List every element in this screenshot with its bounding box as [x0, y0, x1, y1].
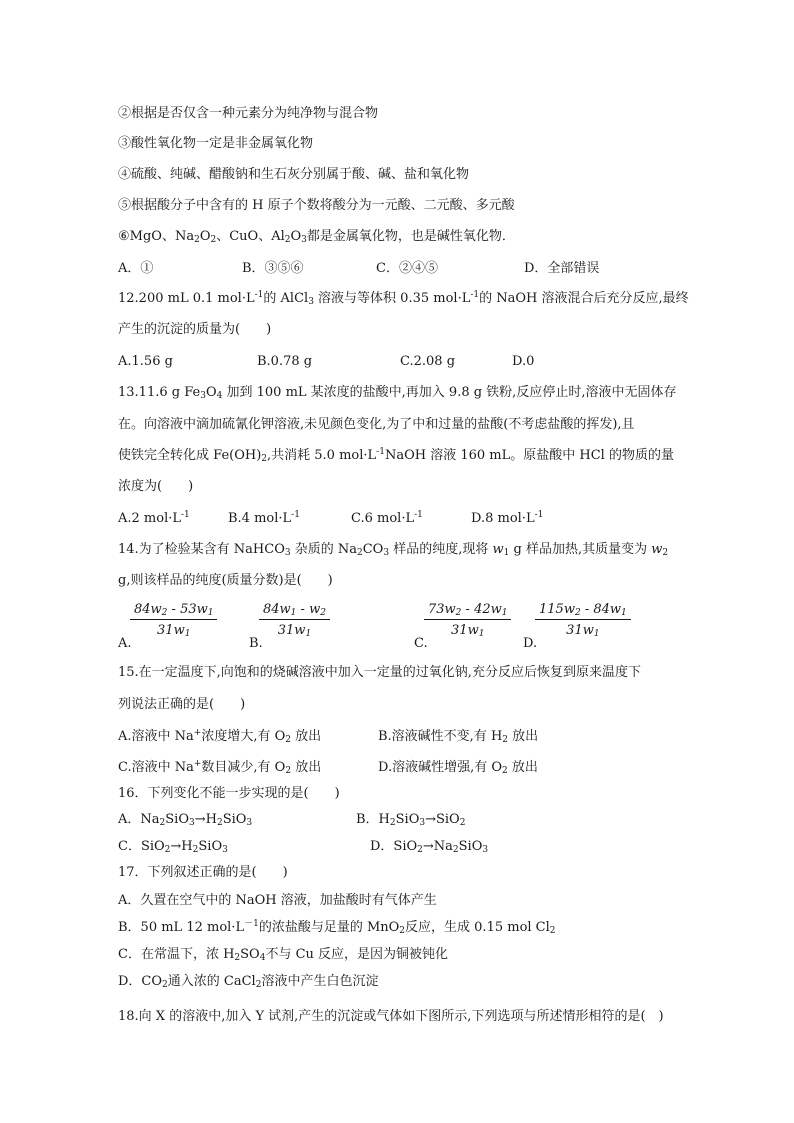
- q11-statement-5: ⑤根据酸分子中含有的 H 原子个数将酸分为一元酸、二元酸、多元酸: [118, 198, 515, 213]
- q13-option-a: A.2 $mol\cdot L^{-1}$: [118, 510, 190, 526]
- q15-option-c: C.溶液中 Na+数目减少,有 $O_2$ 放出: [118, 759, 322, 776]
- q13-option-d: D.8 $mol\cdot L^{-1}$: [471, 510, 544, 526]
- q16-option-a: A．$Na_2SiO_3\to H_2SiO_3$: [118, 812, 253, 828]
- q13-option-c: C.6 $mol\cdot L^{-1}$: [351, 510, 423, 526]
- q11-option-a: A．①: [118, 261, 154, 276]
- q12-stem-line-2: 产生的沉淀的质量为( ): [118, 322, 272, 337]
- q14-option-d-label: D.: [523, 636, 538, 651]
- q12-option-b: B.0.78 g: [257, 354, 313, 369]
- q15-stem-line-1: 15.在一定温度下,向饱和的烧碱溶液中加入一定量的过氧化钠,充分反应后恢复到原来温度下: [118, 665, 641, 680]
- q13-stem-line-1: 13.11.6 g $Fe_3O_4$ 加到 100 mL 某浓度的盐酸中,再加入 9.8 g 铁粉,反应停止时,溶液中无固体存: [118, 385, 677, 401]
- q11-option-d: D．全部错误: [524, 261, 600, 276]
- q12-option-c: C.2.08 g: [400, 354, 456, 369]
- q15-option-b: B.溶液碱性不变,有 $H_2$ 放出: [378, 729, 539, 745]
- q14-option-c-label: C.: [414, 636, 428, 651]
- q14-stem-line-2: g,则该样品的纯度(质量分数)是( ): [118, 573, 333, 588]
- q17-stem: 17．下列叙述正确的是( ): [118, 865, 288, 880]
- q11-statement-2: ②根据是否仅含一种元素分为纯净物与混合物: [118, 106, 379, 121]
- q16-option-b: B．$H_2SiO_3\to SiO_2$: [356, 812, 466, 828]
- q15-option-a: A.溶液中 Na+浓度增大,有 $O_2$ 放出: [118, 728, 322, 745]
- q13-stem-line-2: 在。向溶液中滴加硫氰化钾溶液,未见颜色变化,为了中和过量的盐酸(不考虑盐酸的挥发),且: [118, 417, 635, 432]
- q14-stem-line-1: 14.为了检验某含有 NaHCO$_3$ 杂质的 $Na_2CO_3$ 样品的纯度,现将 $w_1$ g 样品加热,其质量变为 $w_2$: [118, 542, 669, 558]
- q15-stem-line-2: 列说法正确的是( ): [118, 697, 246, 712]
- q18-stem: 18.向 X 的溶液中,加入 Y 试剂,产生的沉淀或气体如下图所示,下列选项与所述情形相符的是( ): [118, 1009, 664, 1024]
- q11-statement-6: ⑥MgO、$Na_2O_2$、CuO、$Al_2O_3$都是金属氧化物，也是碱性氧化物．: [118, 229, 515, 245]
- q14-option-a-fraction: $84w_2 - 53w_1$ $31w_1$: [130, 603, 217, 637]
- q14-option-a-label: A.: [118, 636, 132, 651]
- q13-option-b: B.4 $mol\cdot L^{-1}$: [228, 510, 300, 526]
- q15-option-d: D.溶液碱性增强,有 $O_2$ 放出: [378, 760, 538, 776]
- q11-statement-4: ④硫酸、纯碱、醋酸钠和生石灰分别属于酸、碱、盐和氧化物: [118, 167, 470, 182]
- q11-statement-3: ③酸性氧化物一定是非金属氧化物: [118, 136, 314, 151]
- q12-stem-line-1: 12.200 mL 0.1 $mol\cdot L^{-1}$的 AlCl$_3$ 溶液与等体积 0.35 $mol\cdot L^{-1}$的 NaOH 溶液混合后充分反应,最终: [118, 290, 689, 307]
- q14-option-c-fraction: $73w_2 - 42w_1$ $31w_1$: [424, 603, 511, 637]
- q12-option-a: A.1.56 g: [118, 354, 173, 369]
- q17-option-d: D．$CO_2$通入浓的 CaCl$_2$溶液中产生白色沉淀: [118, 974, 379, 990]
- q17-option-c: C．在常温下，浓 $H_2SO_4$不与 Cu 反应，是因为铜被钝化: [118, 947, 449, 963]
- q13-stem-line-3: 使铁完全转化成 $Fe(OH)_2$,共消耗 5.0 $mol\cdot L^{-1}NaOH$ 溶液 160 mL。原盐酸中 HCl 的物质的量: [118, 447, 674, 464]
- q11-option-b: B．③⑤⑥: [242, 261, 304, 276]
- q14-option-b-label: B.: [249, 636, 263, 651]
- q13-stem-line-4: 浓度为( ): [118, 479, 194, 494]
- q17-option-a: A．久置在空气中的 NaOH 溶液，加盐酸时有气体产生: [118, 893, 437, 908]
- q12-option-d: D.0: [512, 354, 535, 369]
- q16-stem: 16．下列变化不能一步实现的是( ): [118, 786, 340, 801]
- q11-option-c: C．②④⑤: [376, 261, 438, 276]
- q14-option-b-fraction: $84w_1 - w_2$ $31w_1$: [259, 603, 330, 637]
- q14-option-d-fraction: $115w_2 - 84w_1$ $31w_1$: [535, 603, 631, 637]
- q16-option-d: D．$SiO_2\to Na_2SiO_3$: [370, 839, 489, 855]
- q16-option-c: C．$SiO_2\to H_2SiO_3$: [118, 839, 228, 855]
- q17-option-b: B．50 mL 12 $mol\cdot L^{-1}$的浓盐酸与足量的 MnO$_2$反应，生成 0.15 mol $Cl_2$: [118, 919, 556, 936]
